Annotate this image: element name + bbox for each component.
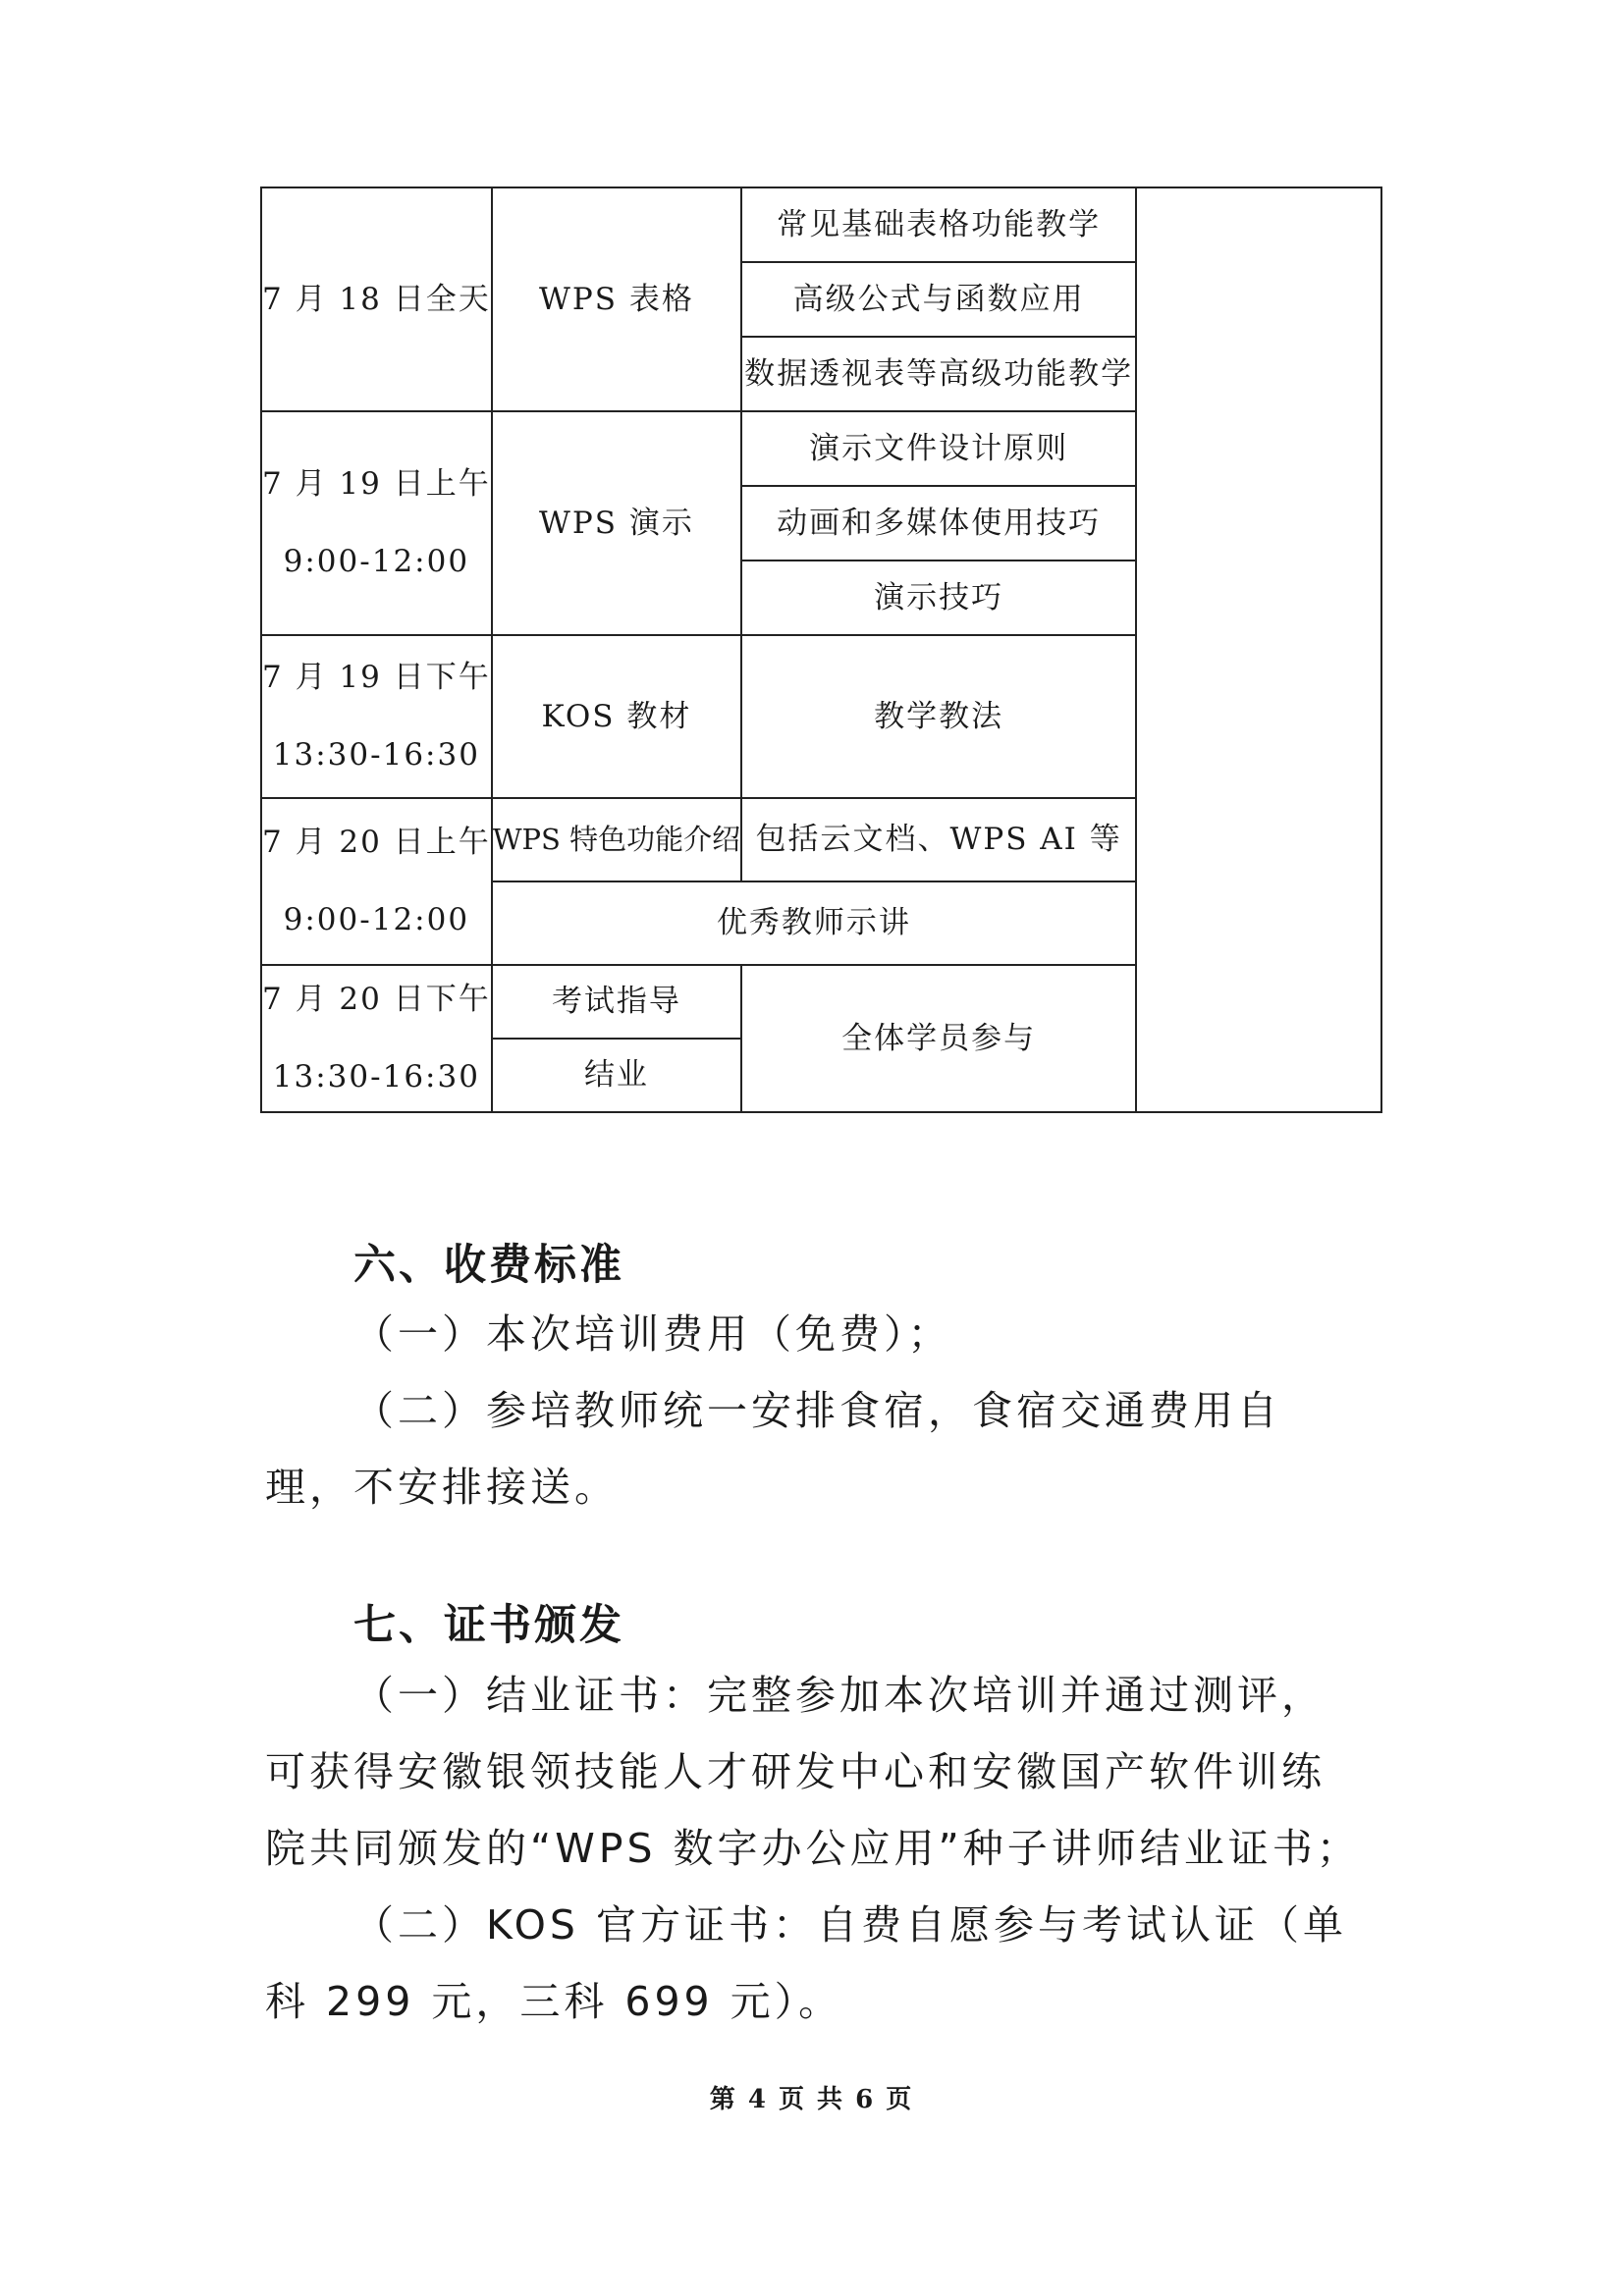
topic-cell: 演示技巧 [741,561,1136,635]
topic-cell: 全体学员参与 [741,965,1136,1112]
schedule-table [260,187,1382,1113]
module-cell: WPS 表格 [492,187,741,411]
module-cell: WPS 特色功能介绍 [492,798,741,881]
time-cell [261,965,492,1112]
paragraph [265,1887,1365,2040]
time-range-text: 13:30-16:30 [272,1059,480,1095]
paragraph [265,1657,1365,1887]
topic-cell: 演示文件设计原则 [741,411,1136,486]
topic-cell: 高级公式与函数应用 [741,262,1136,337]
module-cell: WPS 演示 [492,411,741,635]
time-cell [261,411,492,635]
topic-cell: 包括云文档、WPS AI 等 [741,798,1136,881]
remarks-column [1136,187,1381,1112]
time-range-text: 9:00-12:00 [283,902,470,937]
paragraph-text: （一）结业证书：完整参加本次培训并通过测评，可获得安徽银领技能人才研发中心和安徽国产软件训练院共同颁发的“WPS 数字办公应用”种子讲师结业证书； [265,1672,1361,1872]
section-heading: 六、收费标准 [353,1241,624,1290]
time-cell [261,798,492,965]
date-text: 7 月 19 日下午 [262,660,491,696]
section-heading: 七、证书颁发 [353,1601,624,1650]
topic-cell: 数据透视表等高级功能教学 [741,337,1136,411]
time-range-text: 13:30-16:30 [272,737,480,773]
module-cell: 考试指导 [492,965,741,1039]
module-cell: 结业 [492,1039,741,1112]
merged-topic-cell: 优秀教师示讲 [492,881,1136,965]
time-cell: 7 月 18 日全天 [261,187,492,411]
paragraph-text: （一）本次培训费用（免费）； [353,1310,952,1358]
paragraph [265,1296,1365,1372]
table-row [261,187,1381,262]
time-range-text: 9:00-12:00 [283,544,470,579]
page-number: 第 4 页 共 6 页 [709,2085,914,2114]
paragraph-text: （二）KOS 官方证书：自费自愿参与考试认证（单科 299 元，三科 699 元）。 [265,1901,1347,2025]
paragraph-text: （二）参培教师统一安排食宿，食宿交通费用自理，不安排接送。 [265,1387,1281,1511]
date-text: 7 月 20 日上午 [262,825,491,861]
date-text: 7 月 20 日下午 [262,982,491,1018]
date-text: 7 月 19 日上午 [262,466,491,503]
paragraph [265,1372,1365,1525]
topic-cell: 常见基础表格功能教学 [741,187,1136,262]
topic-cell: 动画和多媒体使用技巧 [741,486,1136,561]
topic-cell: 教学教法 [741,635,1136,798]
time-cell [261,635,492,798]
module-cell: KOS 教材 [492,635,741,798]
